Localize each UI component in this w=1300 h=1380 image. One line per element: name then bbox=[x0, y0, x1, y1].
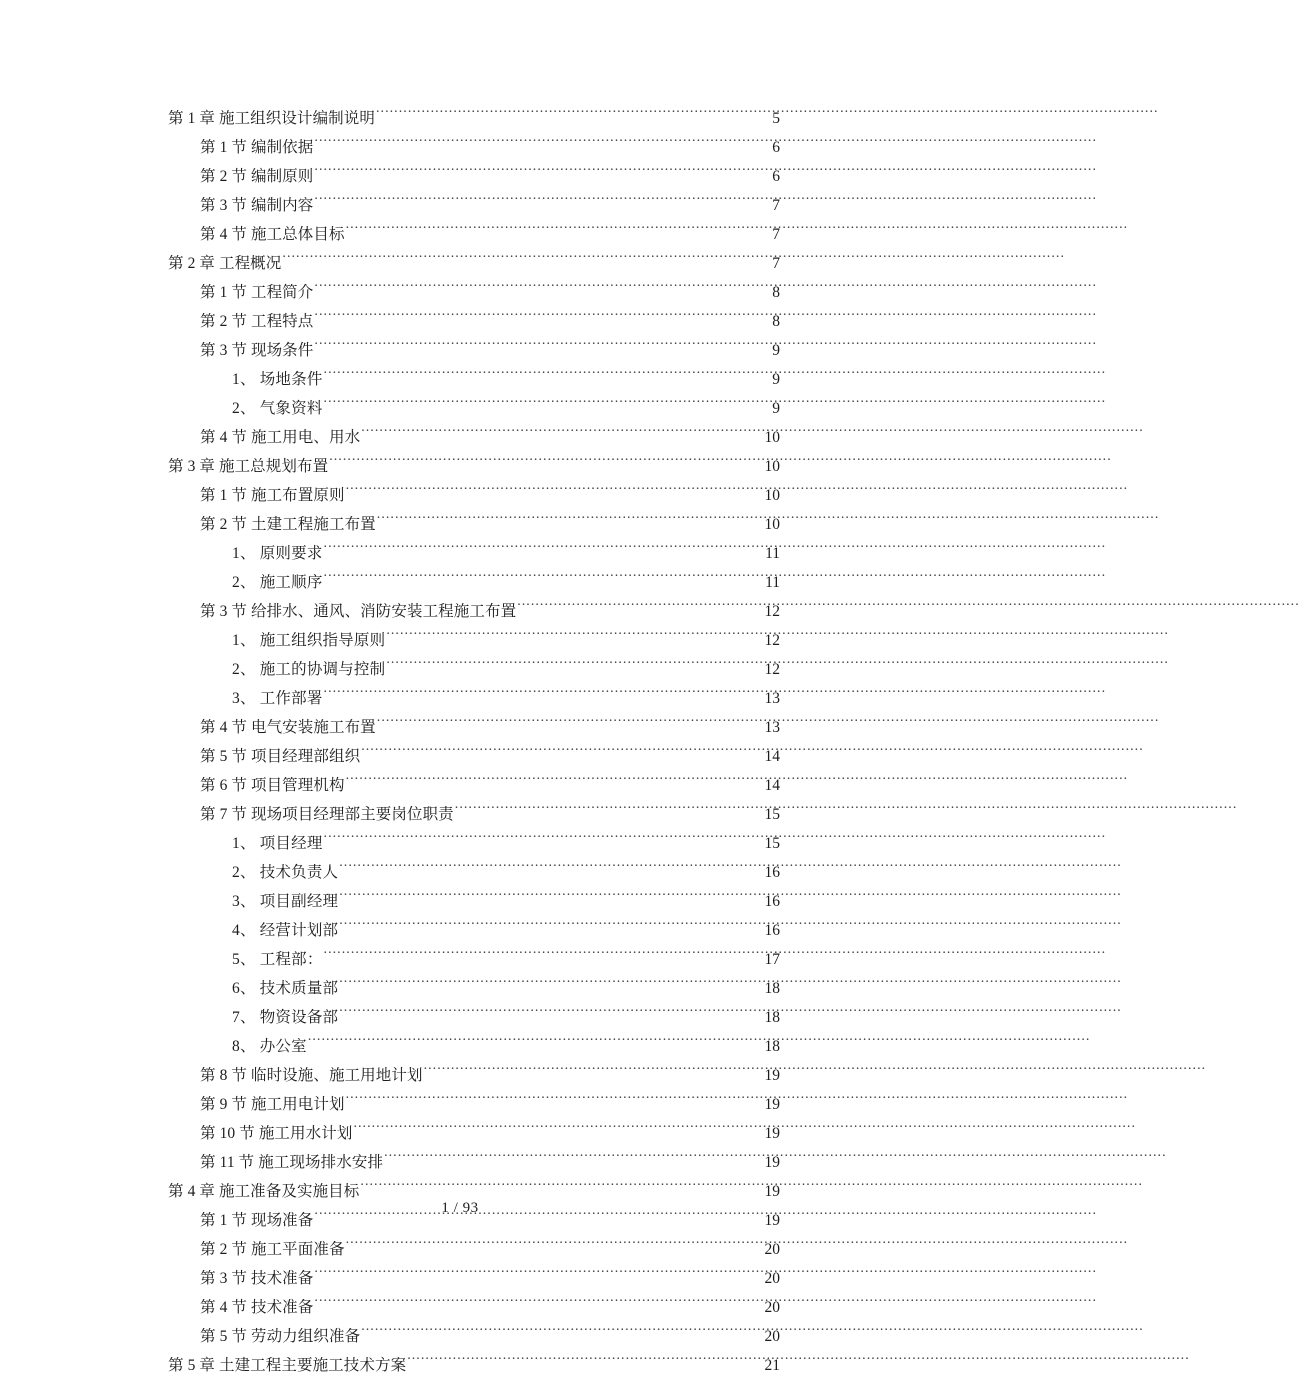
toc-entry-page-number: 7 bbox=[772, 197, 780, 214]
toc-leader-dots bbox=[339, 1007, 763, 1023]
toc-leader-dots bbox=[314, 1297, 763, 1313]
toc-leader-dots bbox=[346, 224, 772, 240]
toc-entry-label: 1、 施工组织指导原则 bbox=[232, 632, 386, 649]
toc-entry-label: 第 1 节 现场准备 bbox=[200, 1212, 314, 1229]
toc-entry-label: 第 7 节 现场项目经理部主要岗位职责 bbox=[200, 806, 454, 823]
toc-leader-dots bbox=[324, 572, 765, 588]
toc-leader-dots bbox=[361, 746, 763, 762]
toc-entry-label: 第 5 节 项目经理部组织 bbox=[200, 748, 361, 765]
toc-entry-page-number: 8 bbox=[772, 313, 780, 330]
toc-entry-label: 第 4 节 施工用电、用水 bbox=[200, 429, 361, 446]
toc-entry-page-number: 11 bbox=[765, 545, 780, 562]
toc-entry-page-number: 18 bbox=[764, 1009, 780, 1026]
toc-entry-page-number: 9 bbox=[772, 400, 780, 417]
table-of-contents bbox=[168, 104, 780, 1380]
toc-leader-dots bbox=[346, 1094, 764, 1110]
toc-entry-page-number: 12 bbox=[764, 632, 780, 649]
toc-entry-label: 第 8 节 临时设施、施工用地计划 bbox=[200, 1067, 423, 1084]
toc-entry-label: 7、 物资设备部 bbox=[232, 1009, 339, 1026]
toc-leader-dots bbox=[314, 282, 771, 298]
toc-entry-label: 6、 技术质量部 bbox=[232, 980, 339, 997]
toc-entry-page-number: 16 bbox=[764, 893, 780, 910]
toc-entry-label: 第 9 节 施工用电计划 bbox=[200, 1096, 345, 1113]
toc-leader-dots bbox=[407, 1355, 763, 1371]
toc-entry-page-number: 19 bbox=[764, 1096, 780, 1113]
toc-leader-dots bbox=[324, 543, 765, 559]
toc-entry-label: 第 2 节 土建工程施工布置 bbox=[200, 516, 376, 533]
toc-leader-dots bbox=[314, 311, 771, 327]
toc-leader-dots bbox=[386, 659, 763, 675]
toc-entry-label: 第 10 节 施工用水计划 bbox=[200, 1125, 353, 1142]
toc-leader-dots bbox=[324, 398, 772, 414]
toc-entry-label: 第 1 节 编制依据 bbox=[200, 139, 314, 156]
toc-entry-label: 第 3 节 现场条件 bbox=[200, 342, 314, 359]
toc-entry-label: 1、 项目经理 bbox=[232, 835, 323, 852]
toc-entry-page-number: 19 bbox=[764, 1125, 780, 1142]
toc-leader-dots bbox=[324, 949, 764, 965]
toc-entry-label: 第 2 节 编制原则 bbox=[200, 168, 314, 185]
toc-entry-label: 2、 技术负责人 bbox=[232, 864, 339, 881]
toc-entry-page-number: 19 bbox=[764, 1183, 780, 1200]
toc-entry-page-number: 7 bbox=[772, 255, 780, 272]
toc-entry-label: 第 3 节 编制内容 bbox=[200, 197, 314, 214]
toc-entry-label: 第 3 节 技术准备 bbox=[200, 1270, 314, 1287]
toc-leader-dots bbox=[376, 108, 771, 124]
toc-leader-dots bbox=[314, 1268, 763, 1284]
toc-entry-page-number: 14 bbox=[764, 748, 780, 765]
toc-leader-dots bbox=[361, 427, 763, 443]
page-footer: 1 / 93 bbox=[441, 1200, 479, 1216]
toc-entry-label: 第 1 章 施工组织设计编制说明 bbox=[168, 110, 375, 127]
toc-entry-label: 第 2 节 工程特点 bbox=[200, 313, 314, 330]
toc-entry[interactable] bbox=[168, 1351, 780, 1380]
toc-entry-label: 4、 经营计划部 bbox=[232, 922, 339, 939]
toc-entry-page-number: 19 bbox=[764, 1212, 780, 1229]
toc-entry-label: 第 3 节 给排水、通风、消防安装工程施工布置 bbox=[200, 603, 517, 620]
toc-leader-dots bbox=[517, 601, 763, 617]
toc-leader-dots bbox=[314, 195, 771, 211]
toc-entry-label: 第 3 章 施工总规划布置 bbox=[168, 458, 329, 475]
toc-entry-page-number: 20 bbox=[764, 1241, 780, 1258]
toc-leader-dots bbox=[346, 775, 764, 791]
toc-leader-dots bbox=[353, 1123, 763, 1139]
toc-entry-label: 第 4 节 电气安装施工布置 bbox=[200, 719, 376, 736]
toc-entry-label: 5、 工程部： bbox=[232, 951, 323, 968]
toc-entry-label: 1、 场地条件 bbox=[232, 371, 323, 388]
toc-leader-dots bbox=[455, 804, 764, 820]
toc-leader-dots bbox=[329, 456, 763, 472]
toc-entry-page-number: 18 bbox=[764, 1038, 780, 1055]
toc-leader-dots bbox=[324, 688, 764, 704]
toc-leader-dots bbox=[377, 717, 764, 733]
toc-leader-dots bbox=[324, 369, 772, 385]
toc-entry-page-number: 7 bbox=[772, 226, 780, 243]
toc-entry-label: 1、 原则要求 bbox=[232, 545, 323, 562]
toc-leader-dots bbox=[346, 485, 764, 501]
toc-entry-page-number: 9 bbox=[772, 342, 780, 359]
toc-entry-label: 第 2 节 施工平面准备 bbox=[200, 1241, 345, 1258]
toc-leader-dots bbox=[308, 1036, 764, 1052]
toc-entry-label: 第 11 节 施工现场排水安排 bbox=[200, 1154, 384, 1171]
toc-entry-page-number: 21 bbox=[764, 1357, 780, 1374]
toc-entry-label: 2、 施工顺序 bbox=[232, 574, 323, 591]
toc-leader-dots bbox=[361, 1326, 763, 1342]
toc-entry-page-number: 15 bbox=[764, 835, 780, 852]
toc-entry-page-number: 11 bbox=[765, 574, 780, 591]
toc-entry-label: 第 2 章 工程概况 bbox=[168, 255, 282, 272]
toc-entry-page-number: 20 bbox=[764, 1270, 780, 1287]
toc-leader-dots bbox=[324, 833, 764, 849]
toc-entry-label: 第 6 节 项目管理机构 bbox=[200, 777, 345, 794]
toc-leader-dots bbox=[339, 891, 763, 907]
toc-leader-dots bbox=[360, 1181, 763, 1197]
toc-entry-label: 2、 施工的协调与控制 bbox=[232, 661, 386, 678]
toc-entry-label: 8、 办公室 bbox=[232, 1038, 307, 1055]
toc-leader-dots bbox=[346, 1239, 764, 1255]
toc-entry-label: 第 5 章 土建工程主要施工技术方案 bbox=[168, 1357, 407, 1374]
toc-entry-page-number: 18 bbox=[764, 980, 780, 997]
toc-leader-dots bbox=[314, 166, 771, 182]
toc-entry-page-number: 20 bbox=[764, 1328, 780, 1345]
toc-entry-page-number: 13 bbox=[764, 719, 780, 736]
toc-entry-label: 2、 气象资料 bbox=[232, 400, 323, 417]
toc-entry-page-number: 6 bbox=[772, 139, 780, 156]
toc-entry-page-number: 9 bbox=[772, 371, 780, 388]
toc-leader-dots bbox=[339, 862, 763, 878]
toc-leader-dots bbox=[339, 978, 763, 994]
toc-entry-label: 第 1 节 施工布置原则 bbox=[200, 487, 345, 504]
toc-leader-dots bbox=[386, 630, 763, 646]
toc-entry-label: 第 4 章 施工准备及实施目标 bbox=[168, 1183, 360, 1200]
toc-entry-page-number: 8 bbox=[772, 284, 780, 301]
toc-entry-page-number: 10 bbox=[764, 458, 780, 475]
toc-entry-page-number: 12 bbox=[764, 661, 780, 678]
toc-entry-label: 第 4 节 技术准备 bbox=[200, 1299, 314, 1316]
toc-leader-dots bbox=[339, 920, 763, 936]
toc-entry-page-number: 10 bbox=[764, 487, 780, 504]
toc-entry-page-number: 6 bbox=[772, 168, 780, 185]
toc-leader-dots bbox=[314, 137, 771, 153]
toc-entry-page-number: 13 bbox=[764, 690, 780, 707]
toc-entry-label: 第 5 节 劳动力组织准备 bbox=[200, 1328, 361, 1345]
toc-entry-page-number: 20 bbox=[764, 1299, 780, 1316]
toc-leader-dots bbox=[377, 514, 764, 530]
toc-entry-page-number: 19 bbox=[764, 1154, 780, 1171]
toc-leader-dots bbox=[282, 253, 771, 269]
toc-entry-label: 3、 工作部署 bbox=[232, 690, 323, 707]
toc-entry-page-number: 14 bbox=[764, 777, 780, 794]
toc-entry-page-number: 10 bbox=[764, 429, 780, 446]
toc-entry-page-number: 5 bbox=[772, 110, 780, 127]
toc-entry-page-number: 16 bbox=[764, 864, 780, 881]
toc-leader-dots bbox=[424, 1065, 764, 1081]
toc-entry-page-number: 10 bbox=[764, 516, 780, 533]
toc-entry-page-number: 16 bbox=[764, 922, 780, 939]
toc-leader-dots bbox=[314, 340, 771, 356]
toc-entry-label: 3、 项目副经理 bbox=[232, 893, 339, 910]
toc-entry-label: 第 4 节 施工总体目标 bbox=[200, 226, 345, 243]
toc-entry-page-number: 12 bbox=[764, 603, 780, 620]
toc-entry-page-number: 19 bbox=[764, 1067, 780, 1084]
toc-entry-page-number: 15 bbox=[764, 806, 780, 823]
toc-leader-dots bbox=[384, 1152, 763, 1168]
toc-entry-page-number: 17 bbox=[764, 951, 780, 968]
toc-entry-label: 第 1 节 工程简介 bbox=[200, 284, 314, 301]
